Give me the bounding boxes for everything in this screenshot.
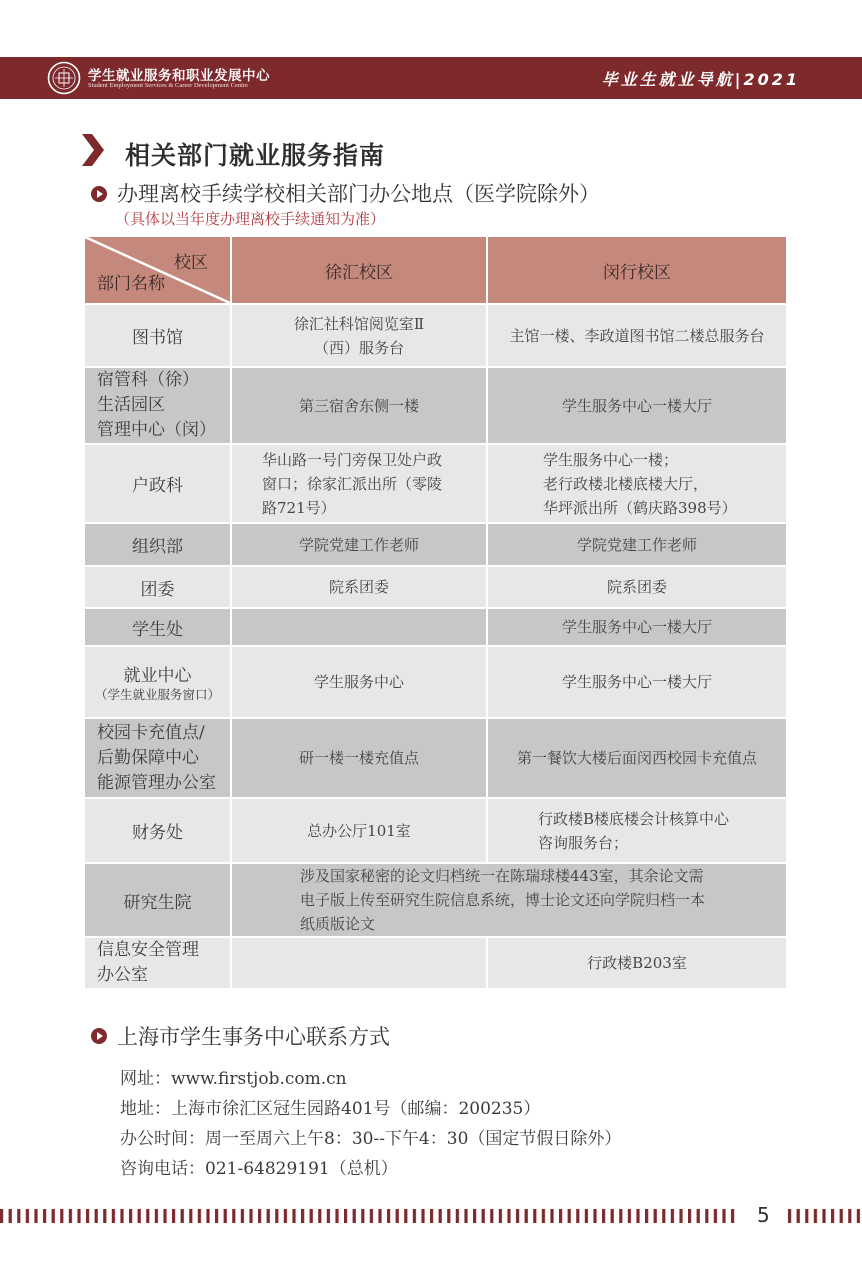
section-title: 相关部门就业服务指南	[125, 141, 386, 170]
xuhui-location	[231, 608, 487, 646]
bullet-play-icon	[90, 1027, 108, 1045]
table-row	[84, 367, 787, 444]
org-name-cn: 学生就业服务和职业发展中心	[88, 68, 270, 84]
xuhui-location: 第三宿舍东侧一楼	[231, 367, 487, 444]
table-row	[84, 566, 787, 608]
table-row	[84, 863, 787, 937]
xuhui-location: 学生服务中心	[231, 646, 487, 718]
xuhui-location: 华山路一号门旁保卫处户政 窗口；徐家汇派出所（零陵 路721号）	[231, 444, 487, 523]
dept-name: 研究生院	[84, 863, 231, 937]
table-row	[84, 608, 787, 646]
header-dept-label: 部门名称	[97, 274, 165, 294]
table-row	[84, 646, 787, 718]
dept-name: 组织部	[84, 523, 231, 566]
dept-name-sub: （学生就业服务窗口）	[94, 686, 220, 702]
bullet-play-icon	[90, 185, 108, 203]
dept-name: 团委	[84, 566, 231, 608]
table-row	[84, 718, 787, 798]
contact-phone: 咨询电话：021-64829191（总机）	[120, 1159, 398, 1179]
dept-name: 信息安全管理 办公室	[84, 937, 231, 989]
org-name-en: Student Employment Services & Career Development Centre	[88, 82, 248, 89]
contact-address: 地址：上海市徐汇区冠生园路401号（邮编：200235）	[120, 1099, 541, 1119]
header-band	[0, 57, 862, 99]
minhang-location: 行政楼B楼底楼会计核算中心 咨询服务台；	[487, 798, 787, 863]
xuhui-location: 研一楼一楼充值点	[231, 718, 487, 798]
dept-name: 财务处	[84, 798, 231, 863]
dept-name: 图书馆	[84, 304, 231, 367]
table-row	[84, 798, 787, 863]
table-row	[84, 304, 787, 367]
dept-name: 就业中心 （学生就业服务窗口）	[84, 646, 231, 718]
both-campus-location: 涉及国家秘密的论文归档统一在陈瑞球楼443室，其余论文需 电子版上传至研究生院信息系统，博士论文还向学院归档一本 纸质版论文	[231, 863, 787, 937]
chevron-right-icon	[80, 132, 106, 168]
minhang-location: 学生服务中心一楼大厅	[487, 608, 787, 646]
minhang-location: 院系团委	[487, 566, 787, 608]
header-minhang: 闵行校区	[487, 236, 787, 304]
university-seal-icon	[47, 61, 81, 95]
minhang-location: 学生服务中心一楼大厅	[487, 367, 787, 444]
footer-dash-rule-right	[788, 1209, 862, 1223]
xuhui-location	[231, 937, 487, 989]
subsection-note: （具体以当年度办理离校手续通知为准）	[115, 210, 386, 228]
footer-dash-rule-left	[0, 1209, 738, 1223]
dept-name: 户政科	[84, 444, 231, 523]
page-number: 5	[757, 1203, 770, 1227]
contact-website: 网址：www.firstjob.com.cn	[120, 1069, 347, 1089]
minhang-location: 行政楼B203室	[487, 937, 787, 989]
table-row	[84, 444, 787, 523]
xuhui-location: 总办公厅101室	[231, 798, 487, 863]
table-header-row	[84, 236, 787, 304]
minhang-location: 学生服务中心一楼大厅	[487, 646, 787, 718]
dept-name: 学生处	[84, 608, 231, 646]
contact-title: 上海市学生事务中心联系方式	[117, 1025, 390, 1049]
table-row	[84, 523, 787, 566]
department-table	[83, 235, 788, 990]
table-row	[84, 937, 787, 989]
xuhui-location: 学院党建工作老师	[231, 523, 487, 566]
subsection-title: 办理离校手续学校相关部门办公地点（医学院除外）	[117, 182, 600, 206]
diagonal-header-cell	[84, 236, 231, 304]
guide-title: 毕业生就业导航|2021	[601, 70, 800, 89]
minhang-location: 第一餐饮大楼后面闵西校园卡充值点	[487, 718, 787, 798]
header-xuhui: 徐汇校区	[231, 236, 487, 304]
minhang-location: 学生服务中心一楼； 老行政楼北楼底楼大厅， 华坪派出所（鹤庆路398号）	[487, 444, 787, 523]
minhang-location: 学院党建工作老师	[487, 523, 787, 566]
xuhui-location: 徐汇社科馆阅览室Ⅱ （西）服务台	[231, 304, 487, 367]
minhang-location: 主馆一楼、李政道图书馆二楼总服务台	[487, 304, 787, 367]
dept-name: 宿管科（徐） 生活园区 管理中心（闵）	[84, 367, 231, 444]
contact-hours: 办公时间：周一至周六上午8：30--下午4：30（国定节假日除外）	[120, 1129, 622, 1149]
header-campus-label: 校区	[174, 253, 208, 273]
xuhui-location: 院系团委	[231, 566, 487, 608]
dept-name: 校园卡充值点/ 后勤保障中心 能源管理办公室	[84, 718, 231, 798]
